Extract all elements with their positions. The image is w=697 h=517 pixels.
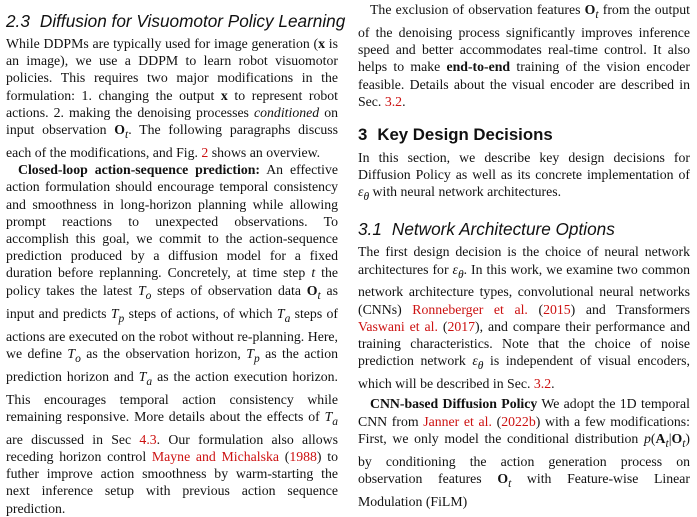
paragraph-closed-loop: Closed-loop action-sequence prediction: An effective action formulation should encourage temporal consistency and smoothness in long-horizon planning while allowing prompt reactions to unexpected observations. To accomplish this goal, we commit to the action-sequence prediction produced by a diffusion model for a fixed duration before replanning. Concretely, at time step t the policy takes the latest $T_o$ steps of observation data $O_t$ as input and predicts $T_p$ steps of actions, of which $T_a$ steps of actions are executed on the robot without re-planning. Here, we define $T_o$ as the observation horizon, $T_p$ as the action prediction horizon and $T_a$ as the action execution horizon. This encourages temporal action consistency while remaining responsive. More details about the effects of $T_a$ are discussed in Sec 4.3. Our formulation also allows receding horizon control Mayne and Michalska (1988) to futher improve action smoothness by warm-starting the next inference setup with previous action sequence prediction.: [6, 162, 338, 516]
section-number: 3.1: [358, 219, 382, 240]
right-column: [358, 0, 690, 510]
paragraph-lead: CNN-based Diffusion Policy: [370, 396, 538, 412]
paragraph-network-architecture: The first design decision is the choice of neural network architectures for $\varepsilon_\theta$. In this work, we examine two common network architecture types, convolutional neural networks (CNNs) Ronneberger et al. (2015) and Transformers Vaswani et al. (2017), and compare their performance and training characteristics. Note that the choice of noise prediction network $\varepsilon_\theta$ is independent of visual encoders, which will be described in Sec. 3.2.: [358, 244, 690, 392]
section-number: 2.3: [6, 11, 30, 31]
section-heading-3-1: [358, 218, 690, 240]
citation-year-link[interactable]: 2022b: [501, 413, 536, 429]
citation-year-link[interactable]: 2017: [447, 318, 476, 334]
section-title: Network Architecture Options: [391, 219, 615, 240]
citation-link[interactable]: Mayne and Michalska: [151, 448, 280, 464]
paragraph-lead: Closed-loop action-sequence prediction:: [18, 162, 261, 178]
citation-link[interactable]: Janner et al.: [423, 413, 492, 429]
section-link[interactable]: 3.2: [384, 93, 403, 109]
section-number: 3: [358, 124, 368, 144]
paragraph-design-decisions: In this section, we describe key design decisions for Diffusion Policy as well as its concrete implementation of $\varepsilon_\theta$ with neural network architectures.: [358, 149, 690, 204]
section-heading-3: [358, 124, 690, 146]
figure-link[interactable]: 2: [201, 144, 209, 160]
section-link[interactable]: 4.3: [139, 431, 157, 447]
citation-year-link[interactable]: 1988: [289, 448, 317, 464]
paragraph-cnn-policy: CNN-based Diffusion Policy We adopt the 1D temporal CNN from Janner et al. (2022b) with a few modifications: First, we only model the conditional distribution $p(A_t|O_t)$ by conditioning the action generation process on observation features $O_t$ with Feature-wise Linear Modulation (FiLM): [358, 396, 690, 509]
section-title: Diffusion for Visuomotor Policy Learning: [39, 11, 346, 31]
citation-link[interactable]: Vaswani et al.: [358, 318, 438, 334]
paragraph-exclusion: The exclusion of observation features $O_t$ from the output of the denoising process significantly improves inference speed and better accommodates real-time control. It also helps to make end-to-end training of the vision encoder feasible. Details about the visual encoder are described in Sec. 3.2.: [358, 2, 690, 109]
left-column: [6, 0, 346, 517]
citation-year-link[interactable]: 2015: [543, 301, 571, 317]
section-title: Key Design Decisions: [377, 124, 553, 144]
section-link[interactable]: 3.2: [533, 376, 552, 392]
section-heading-2-3: [6, 10, 346, 32]
paragraph-ddpm-intro: While DDPMs are typically used for image generation (x is an image), we use a DDPM to learn robot visuomotor policies. This requires two major modifications in the formulation: 1. changing the output x to represent robot actions. 2. making the denoising processes conditioned on input observation $O_t$. The following paragraphs discuss each of the modifications, and Fig. 2 shows an overview.: [6, 36, 338, 160]
citation-link[interactable]: Ronneberger et al.: [412, 301, 528, 317]
